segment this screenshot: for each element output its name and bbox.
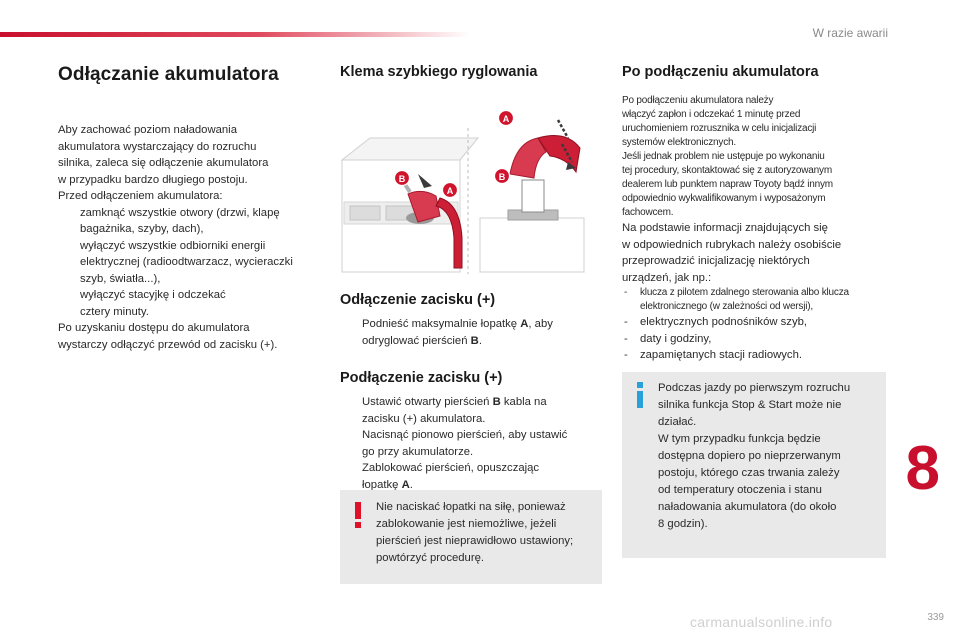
text-line: zablokowanie jest niemożliwe, jeżeli [376, 518, 557, 530]
clamp-drawing [340, 98, 602, 274]
text-line: wyłączyć wszystkie odbiorniki energii [80, 239, 266, 252]
list-item [340, 316, 602, 349]
list-item [340, 460, 602, 493]
text-line: cztery minuty. [80, 305, 149, 318]
text-line: 8 godzin). [658, 518, 708, 530]
text-line: bagażnika, szyby, dach), [80, 223, 204, 235]
text-line: systemów elektronicznych. [622, 137, 736, 148]
warning-icon [352, 502, 364, 528]
battery-clamp-illustration [340, 98, 602, 274]
text-line: naładowania akumulatora (do około [658, 501, 837, 513]
info-text [658, 380, 880, 533]
text-line: tej procedury, skontaktować się z autoryzowanym [622, 165, 832, 176]
header-accent-bar [0, 32, 470, 37]
info-icon [634, 382, 646, 408]
text-line: silnika, zaleca się odłączenie akumulatora [58, 157, 269, 169]
dash-icon: - [624, 349, 628, 361]
text-line: wyłączyć stacyjkę i odczekać [80, 289, 226, 301]
text-line: odpowiednio wykwalifikowanym i wyposażonym [622, 193, 826, 204]
text-line: włączyć zapłon i odczekać 1 minutę przed [622, 109, 801, 120]
label-b-left: B [398, 174, 406, 184]
label-a-left: A [446, 186, 454, 196]
chapter-number: 8 [905, 434, 940, 503]
text-line: Po podłączeniu akumulatora należy [622, 95, 774, 106]
reinit-paragraph [622, 220, 888, 286]
text-line: działać. [658, 416, 697, 428]
intro-paragraph [58, 122, 320, 353]
warning-box [340, 490, 602, 584]
dash-icon: - [624, 287, 628, 298]
dash-icon: - [624, 332, 628, 345]
text-line: od temperatury otoczenia i stanu [658, 484, 822, 496]
section-title: W razie awarii [812, 26, 888, 40]
list-item [58, 287, 320, 320]
list-item: - daty i godziny, [622, 331, 888, 348]
label-b-right: B [498, 172, 506, 182]
text-line: Przed odłączeniem akumulatora: [58, 190, 223, 202]
text-line: urządzeń, jak np.: [622, 271, 712, 284]
text-line: w przypadku bardzo długiego postoju. [58, 173, 248, 186]
disconnect-steps [340, 316, 602, 349]
text-line: klucza z pilotem zdalnego sterowania albo klucza [640, 287, 849, 298]
text-line: przeprowadzić inicjalizację niektórych [622, 255, 810, 267]
text-line: silnika funkcja Stop & Start może nie [658, 399, 842, 411]
text-line: pierścień jest nieprawidłowo ustawiony; [376, 535, 574, 547]
watermark: carmanualsonline.info [690, 614, 833, 630]
column-quick-release-clamp [340, 64, 602, 493]
reinit-list [622, 314, 888, 364]
column-disconnect-battery [58, 64, 320, 353]
clamp-section-title: Klema szybkiego ryglowania [340, 64, 538, 80]
list-item [58, 238, 320, 288]
reconnect-instructions [622, 94, 888, 220]
list-item: - zapamiętanych stacji radiowych. [622, 347, 888, 364]
text-line: elektronicznego (w zależności od wersji), [640, 301, 813, 312]
text-line: zacisku (+) akumulatora. [362, 412, 486, 425]
text-line: dostępna dopiero po nieprzerwanym [658, 450, 841, 462]
label-a-right: A [502, 114, 510, 124]
text-line: łopatkę A. [362, 478, 413, 491]
disconnect-terminal-title: Odłączenie zacisku (+) [340, 292, 496, 308]
text-line: elektrycznej (radioodtwarzacz, wycieraczki [80, 256, 293, 268]
warning-text [376, 499, 598, 567]
text-line: Na podstawie informacji znajdujących się [622, 222, 828, 234]
text-line: odryglować pierścień B. [362, 334, 482, 347]
text-line: Zablokować pierścień, opuszczając [362, 462, 540, 474]
text-line: Nie naciskać łopatki na siłę, ponieważ [376, 501, 566, 513]
text-line: Aby zachować poziom naładowania [58, 124, 237, 136]
text-line: Jeśli jednak problem nie ustępuje po wykonaniu [622, 151, 825, 162]
text-line: szyb, światła...), [80, 272, 161, 285]
after-connect-title: Po podłączeniu akumulatora [622, 64, 819, 80]
text-line: powtórzyć procedurę. [376, 552, 484, 564]
text-line: Podnieść maksymalnie łopatkę A, aby [362, 318, 553, 330]
page-title: Odłączanie akumulatora [58, 64, 279, 85]
list-item [340, 427, 602, 460]
text-line: Nacisnąć pionowo pierścień, aby ustawić [362, 429, 568, 441]
text-line: Podczas jazdy po pierwszym rozruchu [658, 382, 851, 394]
list-item [340, 394, 602, 427]
text-line: go przy akumulatorze. [362, 445, 474, 458]
connect-terminal-title: Podłączenie zacisku (+) [340, 370, 503, 386]
text-line: dealerem lub punktem napraw Toyoty bądź innym [622, 179, 833, 190]
list-item [58, 205, 320, 238]
list-item [622, 286, 888, 314]
list-item: - elektrycznych podnośników szyb, [622, 314, 888, 331]
text-line: w odpowiednich rubrykach należy osobiście [622, 238, 842, 251]
text-line: wystarczy odłączyć przewód od zacisku (+). [58, 338, 278, 351]
text-line: akumulatora wystarczający do rozruchu [58, 140, 257, 153]
text-line: zamknąć wszystkie otwory (drzwi, klapę [80, 206, 280, 219]
text-line: postoju, którego czas trwania zależy [658, 467, 840, 479]
dash-icon: - [624, 316, 628, 328]
page-number: 339 [927, 612, 944, 623]
column-after-connecting [622, 64, 888, 364]
text-line: Ustawić otwarty pierścień B kabla na [362, 396, 547, 408]
info-box [622, 372, 886, 558]
text-line: Po uzyskaniu dostępu do akumulatora [58, 322, 250, 334]
text-line: uruchomieniem rozrusznika w celu inicjalizacji [622, 123, 817, 134]
text-line: W tym przypadku funkcja będzie [658, 433, 821, 445]
text-line: fachowcem. [622, 207, 674, 218]
connect-steps [340, 394, 602, 493]
